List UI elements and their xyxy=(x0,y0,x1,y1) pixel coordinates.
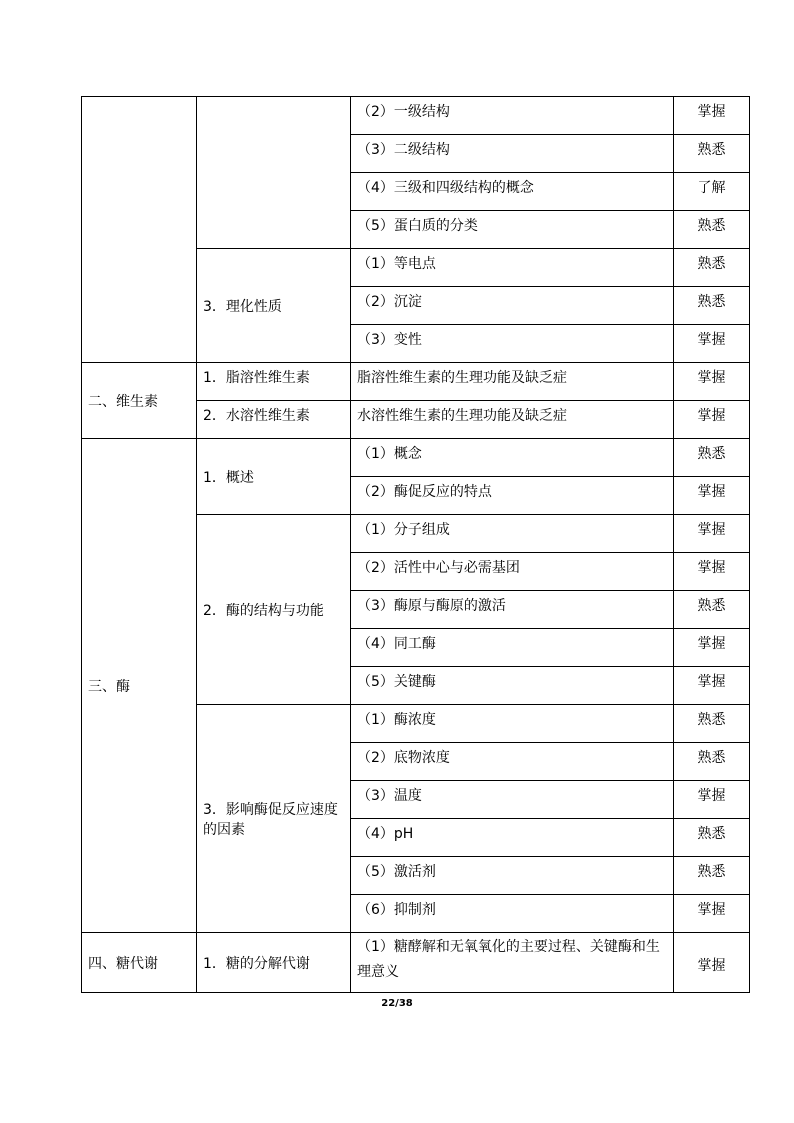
topic-cell-fat-soluble: 1．脂溶性维生素 xyxy=(197,363,351,401)
table-row xyxy=(82,97,750,135)
item-cell: （5）关键酶 xyxy=(351,667,674,705)
level-cell: 掌握 xyxy=(674,97,750,135)
topic-cell-factors: 3．影响酶促反应速度的因素 xyxy=(197,705,351,933)
level-cell: 熟悉 xyxy=(674,591,750,629)
level-cell: 掌握 xyxy=(674,363,750,401)
level-cell: 掌握 xyxy=(674,325,750,363)
unit-cell-protein xyxy=(82,97,197,363)
item-cell: 水溶性维生素的生理功能及缺乏症 xyxy=(351,401,674,439)
item-cell: （3）二级结构 xyxy=(351,135,674,173)
level-cell: 熟悉 xyxy=(674,287,750,325)
unit-cell-vitamins: 二、维生素 xyxy=(82,363,197,439)
topic-cell-structure-cont xyxy=(197,97,351,249)
level-cell: 掌握 xyxy=(674,895,750,933)
item-cell: （1）分子组成 xyxy=(351,515,674,553)
unit-cell-enzymes: 三、酶 xyxy=(82,439,197,933)
item-cell: （4）pH xyxy=(351,819,674,857)
item-cell: （3）温度 xyxy=(351,781,674,819)
table-row xyxy=(82,439,750,477)
item-cell: （2）沉淀 xyxy=(351,287,674,325)
level-cell: 掌握 xyxy=(674,781,750,819)
item-cell: 脂溶性维生素的生理功能及缺乏症 xyxy=(351,363,674,401)
topic-cell-physchem: 3．理化性质 xyxy=(197,249,351,363)
table-row xyxy=(82,363,750,401)
table-row xyxy=(82,933,750,993)
level-cell: 掌握 xyxy=(674,667,750,705)
level-cell: 熟悉 xyxy=(674,439,750,477)
topic-cell-overview: 1．概述 xyxy=(197,439,351,515)
item-cell: （6）抑制剂 xyxy=(351,895,674,933)
level-cell: 熟悉 xyxy=(674,743,750,781)
level-cell: 熟悉 xyxy=(674,249,750,287)
syllabus-table xyxy=(81,96,750,993)
topic-cell-breakdown: 1．糖的分解代谢 xyxy=(197,933,351,993)
item-cell: （4）三级和四级结构的概念 xyxy=(351,173,674,211)
level-cell: 熟悉 xyxy=(674,819,750,857)
item-cell: （1）糖酵解和无氧氧化的主要过程、关键酶和生理意义 xyxy=(351,933,674,993)
level-cell: 掌握 xyxy=(674,515,750,553)
item-cell: （1）等电点 xyxy=(351,249,674,287)
level-cell: 掌握 xyxy=(674,933,750,993)
level-cell: 了解 xyxy=(674,173,750,211)
item-cell: （2）酶促反应的特点 xyxy=(351,477,674,515)
level-cell: 掌握 xyxy=(674,477,750,515)
page-number: 22/38 xyxy=(381,998,413,1009)
item-cell: （5）蛋白质的分类 xyxy=(351,211,674,249)
item-cell: （3）酶原与酶原的激活 xyxy=(351,591,674,629)
item-cell: （1）酶浓度 xyxy=(351,705,674,743)
level-cell: 熟悉 xyxy=(674,857,750,895)
item-cell: （4）同工酶 xyxy=(351,629,674,667)
item-cell: （2）底物浓度 xyxy=(351,743,674,781)
level-cell: 掌握 xyxy=(674,401,750,439)
topic-cell-water-soluble: 2．水溶性维生素 xyxy=(197,401,351,439)
topic-cell-structure: 2．酶的结构与功能 xyxy=(197,515,351,705)
level-cell: 掌握 xyxy=(674,629,750,667)
level-cell: 掌握 xyxy=(674,553,750,591)
item-cell: （2）活性中心与必需基团 xyxy=(351,553,674,591)
level-cell: 熟悉 xyxy=(674,135,750,173)
level-cell: 熟悉 xyxy=(674,211,750,249)
unit-cell-sugar: 四、糖代谢 xyxy=(82,933,197,993)
level-cell: 熟悉 xyxy=(674,705,750,743)
item-cell: （1）概念 xyxy=(351,439,674,477)
item-cell: （5）激活剂 xyxy=(351,857,674,895)
item-cell: （3）变性 xyxy=(351,325,674,363)
item-cell: （2）一级结构 xyxy=(351,97,674,135)
